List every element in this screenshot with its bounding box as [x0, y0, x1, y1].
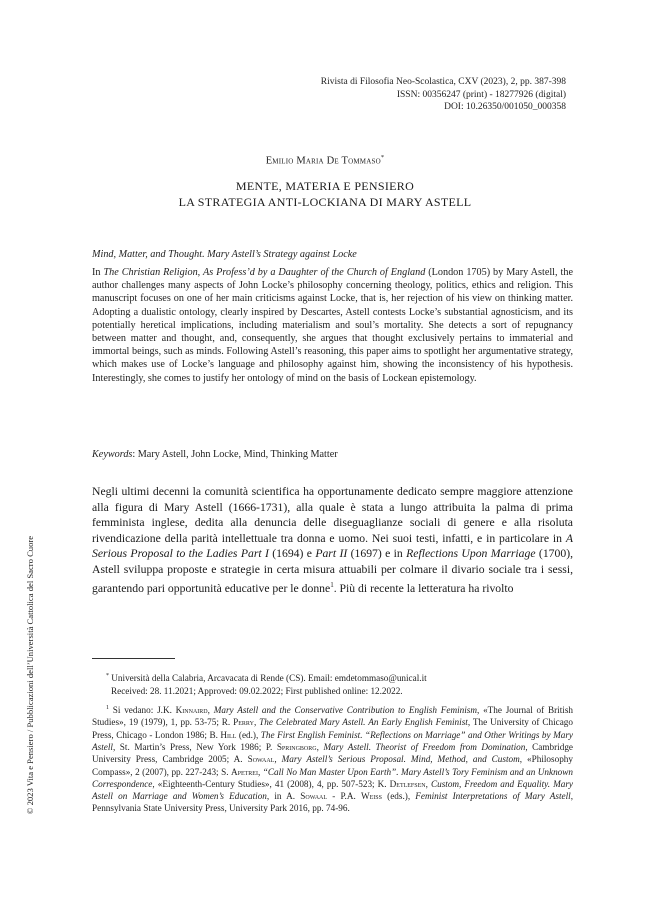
abstract-work-title: The Christian Religion, As Profess’d by a Daughter of the Church of England — [103, 267, 426, 278]
fn-work-title: Mary Astell. Theorist of Freedom from Domination — [323, 741, 526, 752]
fn-author: Sowaal — [247, 754, 275, 765]
keywords — [92, 449, 572, 460]
fn-text: , «Philosophy Compass», 2 (2007), pp. 227-243; S. — [92, 754, 573, 777]
fn-work-title: Mary Astell’s Serious Proposal. Mind, Method, and Custom — [281, 754, 520, 765]
fn-text: (eds.), — [381, 791, 416, 802]
fn-text: , The University of Chicago Press, Chicago - London 1986; B. — [92, 717, 573, 740]
title-line-1: MENTE, MATERIA E PENSIERO — [235, 179, 415, 193]
fn-text: , «Eighteenth-Century Studies», 41 (2008), 4, pp. 507-523; K. — [152, 778, 390, 789]
fn-text: , — [257, 766, 263, 777]
affiliation-line — [106, 670, 572, 685]
fn-work-title: Custom, Freedom and Equality. Mary Astell on Marriage and Women’s Education — [92, 778, 573, 802]
fn-author: Sowaal — [300, 791, 328, 802]
body-work-title: A Serious Proposal to the Ladies Part I — [92, 531, 573, 561]
fn-author: Hill — [220, 729, 237, 740]
body-text-run: . Più di recente la letteratura ha rivolto — [333, 581, 514, 595]
dates-line: Received: 28. 11.2021; Approved: 09.02.2022; First published online: 12.2022. — [111, 685, 403, 696]
fn-text: , St. Martin’s Press, New York 1986; P. — [112, 741, 277, 752]
fn-text: Si vedano: J.K. — [109, 705, 176, 716]
title-line-2: LA STRATEGIA ANTI-LOCKIANA DI MARY ASTELL — [178, 194, 472, 209]
fn-work-title: The First English Feminist. “Reflections on Marriage” and Other Writings by Mary Astell — [92, 729, 574, 752]
copyright-text: © 2023 Vita e Pensiero / Pubblicazioni dell’Università Cattolica del Sacro Cuore — [25, 535, 35, 814]
fn-text: , — [274, 754, 282, 765]
fn-author: Kinnaird — [175, 705, 208, 716]
fn-text: (ed.), — [236, 729, 261, 740]
body-paragraph — [92, 484, 573, 596]
journal-citation: Rivista di Filosofia Neo-Scolastica, CXV (2023), 2, pp. 387-398 — [320, 77, 566, 87]
abstract — [92, 266, 573, 385]
author-name: Emilio Maria De Tommaso — [265, 155, 381, 167]
fn-author: Apetrei — [231, 766, 258, 777]
keywords-text: : Mary Astell, John Locke, Mind, Thinking Matter — [132, 449, 338, 460]
affiliation-marker: * — [106, 673, 109, 679]
journal-issn: ISSN: 00356247 (print) - 18277926 (digital) — [396, 89, 566, 100]
fn-text: , Cambridge University Press, Cambridge 2005; A. — [92, 741, 573, 765]
body-text-run: (1697) e in — [347, 547, 407, 561]
fn-text: , — [316, 741, 324, 752]
fn-work-title: “Call No Man Master Upon Earth”. Mary Astell’s Tory Feminism and an Unknown Correspondence — [92, 766, 574, 789]
body-work-title: Reflections Upon Marriage — [406, 547, 536, 561]
fn-work-title: Feminist Interpretations of Mary Astell — [415, 791, 571, 802]
fn-text: , Pennsylvania State University Press, University Park 2016, pp. 74-96. — [92, 791, 574, 814]
author-line — [0, 154, 650, 167]
fn-text: - P.A. — [327, 791, 361, 802]
abstract-heading: Mind, Matter, and Thought. Mary Astell’s Strategy against Locke — [92, 249, 357, 260]
fn-author: Perry — [233, 717, 254, 728]
sidebar-copyright — [24, 487, 36, 862]
body-text-run: (1700), Astell sviluppa proposte e strategie in certa misura attuabili per colmare il divario sociale tra i sessi, garantendo pari opportunità educative per le donne — [92, 547, 574, 595]
footnote-1-text — [92, 702, 573, 815]
fn-text: , — [253, 717, 260, 728]
fn-author: Detlefsen — [389, 778, 426, 789]
abstract-paragraph — [92, 266, 573, 385]
body-text-run: (1694) e — [268, 547, 316, 561]
article-title — [0, 179, 650, 210]
keywords-label: Keywords — [92, 449, 133, 460]
footnote-1 — [92, 702, 573, 815]
author-footnote-marker: * — [380, 154, 385, 161]
journal-header — [321, 76, 566, 114]
fn-author: Weiss — [360, 791, 382, 802]
fn-text: , — [207, 705, 214, 716]
fn-text: , «The Journal of British Studies», 19 (1979), 1, pp. 53-75; R. — [92, 705, 573, 728]
body-text-run: Negli ultimi decenni la comunità scientifica ha opportunamente dedicato sempre maggiore attenzione alla figura di Mary Astell (1666-1731), alla quale è stata a lungo attribuita la palma di prima femminista inglese, dedita alla denuncia delle diseguaglianze sociali di genere e alla risoluta rivendicazione della parità intellettuale tra donna e uomo. Nei suoi testi, infatti, e in particolare in — [92, 485, 573, 545]
fn-work-title: The Celebrated Mary Astell. An Early English Feminist — [259, 717, 468, 728]
affiliation-text: Università della Calabria, Arcavacata di Rende (CS). Email: emdetommaso@unical.it — [109, 673, 427, 684]
body-text — [92, 484, 573, 596]
abstract-text: (London 1705) by Mary Astell, the author challenges many aspects of John Locke’s philosophy concerning theology, politics, ethics and religion. This manuscript focuses on one of her main criticisms against Locke, that is, her rejection of his view on thinking matter. Adopting a dualistic ontology, clearly inspired by Descartes, Astell contests Locke’s substantial agnosticism, and its potentially heretical implications, including materialism and soul’s mortality. She detects a sort of repugnancy between matter and thought, and, consequently, she argues that thought exclusively pertains to immaterial and immortal beings, such as minds. Following Astell’s reasoning, this paper aims to spotlight her argumentative strategy, which makes use of Locke’s language and philosophy against him, showing the inconsistency of his hypothesis. Interestingly, she comes to justify her ontology of mind on the basis of Lockean epistemology. — [92, 267, 573, 384]
author-affiliation-footnote — [106, 670, 572, 697]
fn-text: , — [425, 778, 431, 789]
fn-work-title: Mary Astell and the Conservative Contribution to English Feminism — [213, 705, 477, 716]
fn-text: , in A. — [266, 791, 301, 802]
footnote-divider — [92, 658, 175, 659]
footnote-ref-1[interactable]: 1 — [330, 580, 334, 589]
abstract-text-start: In — [92, 267, 104, 278]
journal-doi: DOI: 10.26350/001050_000358 — [444, 102, 566, 112]
fn-author: Springborg — [276, 741, 317, 752]
footnote-1-marker: 1 — [106, 705, 109, 711]
body-work-title: Part II — [315, 547, 348, 561]
